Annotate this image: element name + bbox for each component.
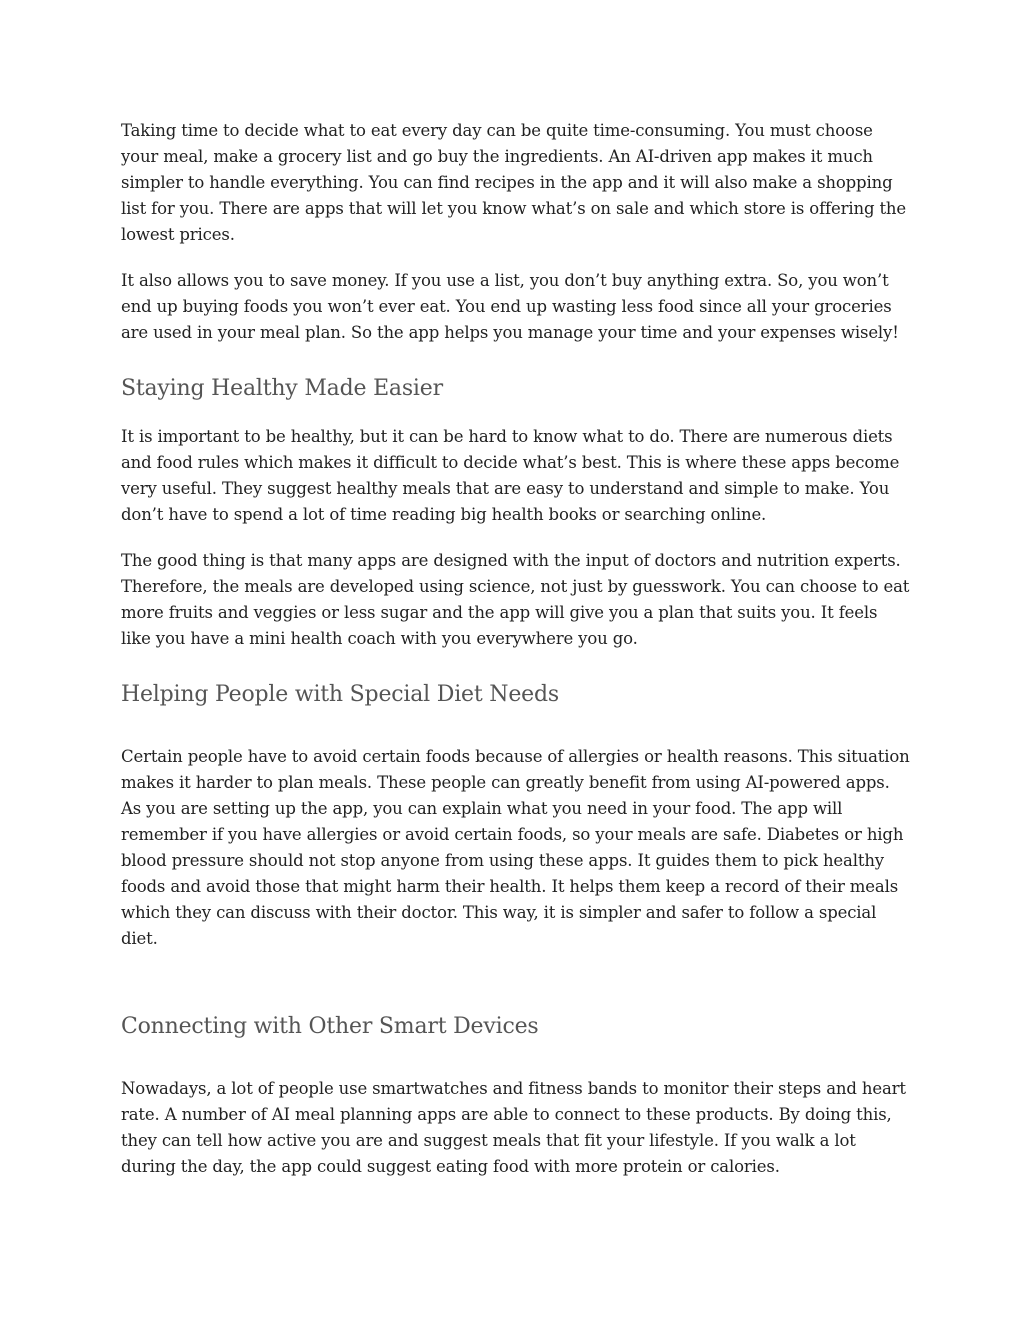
heading-special-diet-needs: Helping People with Special Diet Needs — [121, 682, 559, 707]
paragraph-healthy-guidance: It is important to be healthy, but it can be hard to know what to do. There are numerous diets and food rules which makes it difficult to decide what’s best. This is where these apps become very useful. They suggest healthy meals that are easy to understand and simple to make. You don’t have to spend a lot of time reading big health books or searching online. — [121, 427, 900, 524]
paragraph-allergies-health: Certain people have to avoid certain foods because of allergies or health reasons. This situation makes it harder to plan meals. These people can greatly benefit from using AI-powered apps. As you are setting up the app, you can explain what you need in your food. The app will remember if you have allergies or avoid certain foods, so your meals are safe. Diabetes or high blood pressure should not stop anyone from using these apps. It guides them to pick healthy foods and avoid those that might harm their health. It helps them keep a record of their meals which they can discuss with their doctor. This way, it is simpler and safer to follow a special diet. — [121, 747, 910, 948]
paragraph-expert-designed: The good thing is that many apps are designed with the input of doctors and nutrition experts. Therefore, the meals are developed using science, not just by guesswork. You can choose to eat more fruits and veggies or less sugar and the app will give you a plan that suits you. It feels like you have a mini health coach with you everywhere you go. — [121, 551, 910, 648]
paragraph-meal-planning-time: Taking time to decide what to eat every day can be quite time-consuming. You must choose your meal, make a grocery list and go buy the ingredients. An AI-driven app makes it much simpler to handle everything. You can find recipes in the app and it will also make a shopping list for you. There are apps that will let you know what’s on sale and which store is offering the lowest prices. — [121, 121, 907, 244]
paragraph-wearables: Nowadays, a lot of people use smartwatches and fitness bands to monitor their steps and heart rate. A number of AI meal planning apps are able to connect to these products. By doing this, they can tell how active you are and suggest meals that fit your lifestyle. If you walk a lot during the day, the app could suggest eating food with more protein or calories. — [121, 1079, 906, 1176]
heading-staying-healthy: Staying Healthy Made Easier — [121, 376, 443, 401]
paragraph-save-money: It also allows you to save money. If you use a list, you don’t buy anything extra. So, you won’t end up buying foods you won’t ever eat. You end up wasting less food since all your groceries are used in your meal plan. So the app helps you manage your time and your expenses wisely! — [121, 271, 899, 342]
document-page — [121, 118, 911, 1180]
heading-smart-devices: Connecting with Other Smart Devices — [121, 1014, 539, 1039]
